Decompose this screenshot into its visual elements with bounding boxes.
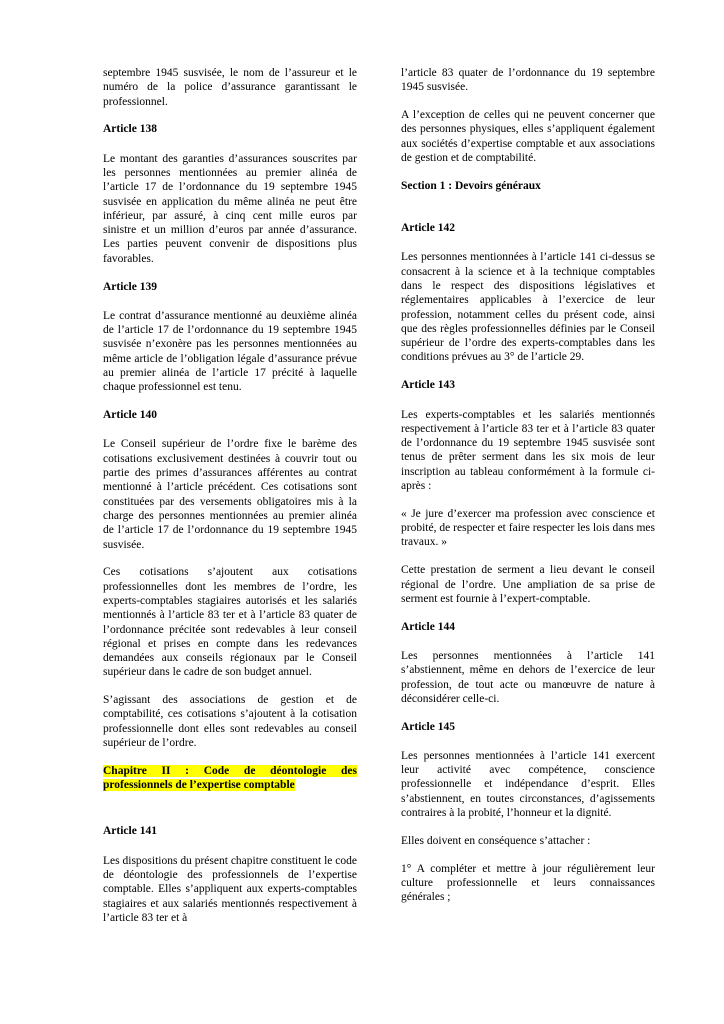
article-144-paragraph: Les personnes mentionnées à l’article 141 s’abstiennent, même en dehors de l’exercice de leur profession, de tout acte ou manœuvre de nature à déconsidérer celle-ci. — [401, 649, 655, 705]
chapter-heading — [103, 764, 357, 793]
section-heading: Section 1 : Devoirs généraux — [401, 179, 541, 192]
article-142-heading: Article 142 — [401, 222, 455, 235]
article-139-paragraph: Le contrat d’assurance mentionné au deuxième alinéa de l’article 17 de l’ordonnance du 19 septembre 1945 susvisée n’exonère pas les personnes mentionnées au même article de l’obligation légale d’assurance prévue au premier alinéa de l’article 17 précité à laquelle chaque professionnel est tenu. — [103, 309, 357, 394]
article-143-heading: Article 143 — [401, 379, 455, 392]
article-143-paragraph-2: Cette prestation de serment a lieu devant le conseil régional de l’ordre. Une ampliation de sa prise de serment est fournie à l’expert-comptable. — [401, 564, 655, 605]
paragraph-continuation: septembre 1945 susvisée, le nom de l’assureur et le numéro de la police d’assurance garantissant le professionnel. — [103, 67, 357, 108]
article-138-paragraph: Le montant des garanties d’assurances souscrites par les personnes mentionnées au premier alinéa de l’article 17 de l’ordonnance du 19 septembre 1945 susvisée en application du même alinéa ne peut être inférieur, par assuré, à cinq cent mille euros par sinistre et un million d’euros par année d’assurance. Les parties peuvent convenir de dispositions plus favorables. — [103, 152, 357, 265]
article-144-heading: Article 144 — [401, 620, 455, 633]
article-145-heading: Article 145 — [401, 720, 455, 733]
article-140-paragraph-3: S’agissant des associations de gestion et de comptabilité, ces cotisations s’ajoutent à la cotisation professionnelle dont elles sont redevables au conseil supérieur de l’ordre. — [103, 694, 357, 750]
article-138-heading: Article 138 — [103, 123, 157, 136]
article-140-paragraph-1: Le Conseil supérieur de l’ordre fixe le barème des cotisations exclusivement destinées à couvrir tout ou partie des primes d’assurances afférentes au contrat mentionné à l’article précédent. Ces cotisations sont constituées par des versements obligatoires mis à la charge des personnes mentionnées au premier alinéa de l’article 17 de l’ordonnance du 19 septembre 1945 susvisée. — [103, 438, 357, 551]
article-141-paragraph: Les dispositions du présent chapitre constituent le code de déontologie des professionnels de l’expertise comptable. Elles s’appliquent aux experts-comptables stagiaires et aux salariés mentionnés respectivement à l’article 83 ter et à — [103, 854, 357, 924]
right-column — [401, 66, 655, 918]
article-140-paragraph-2: Ces cotisations s’ajoutent aux cotisations professionnelles dont les membres de l’ordre, les experts-comptables stagiaires autorisés et les salariés mentionnés à l’article 83 ter et à l’article 83 quater de l’ordonnance précitée sont redevables à leur conseil régional et prises en compte dans les redevances demandées aux conseils régionaux par le Conseil supérieur dans le cadre de son budget annuel. — [103, 566, 357, 679]
article-141-heading: Article 141 — [103, 825, 157, 838]
left-column — [103, 66, 357, 939]
article-140-heading: Article 140 — [103, 409, 157, 422]
article-145-paragraph-3: 1° A compléter et mettre à jour régulièrement leur culture professionnelle et leurs connaissances générales ; — [401, 862, 655, 904]
paragraph-continuation-right: l’article 83 quater de l’ordonnance du 19 septembre 1945 susvisée. — [401, 67, 655, 94]
oath-quote: « Je jure d’exercer ma profession avec conscience et probité, de respecter et faire respecter les lois dans mes travaux. » — [401, 507, 655, 549]
article-145-paragraph-1: Les personnes mentionnées à l’article 141 exercent leur activité avec compétence, conscience professionnelle et indépendance d’esprit. Elles s’abstiennent, en toutes circonstances, d’agissements contraires à la probité, l’honneur et la dignité. — [401, 749, 655, 820]
article-143-paragraph-1: Les experts-comptables et les salariés mentionnés respectivement à l’article 83 ter et à l’article 83 quater de l’ordonnance du 19 septembre 1945 susvisée sont tenus de prêter serment dans les six mois de leur inscription au tableau conformément à la formule ci-après : — [401, 408, 655, 493]
chapter-highlight: Chapitre II : Code de déontologie des professionnels de l’expertise comptable — [103, 764, 357, 792]
paragraph-exception: A l’exception de celles qui ne peuvent concerner que des personnes physiques, elles s’appliquent également aux sociétés d’expertise comptable et aux associations de gestion et de comptabilité. — [401, 109, 655, 164]
article-139-heading: Article 139 — [103, 280, 157, 293]
article-145-paragraph-2: Elles doivent en conséquence s’attacher : — [401, 834, 591, 847]
article-142-paragraph: Les personnes mentionnées à l’article 141 ci-dessus se consacrent à la science et à la technique comptables dans le respect des dispositions législatives et réglementaires applicables à l’exercice de leur profession, notamment celles du présent code, ainsi que des règles professionnelles définies par le Conseil supérieur de l’ordre des experts-comptables dans les conditions prévues au 3° de l’article 29. — [401, 251, 655, 364]
